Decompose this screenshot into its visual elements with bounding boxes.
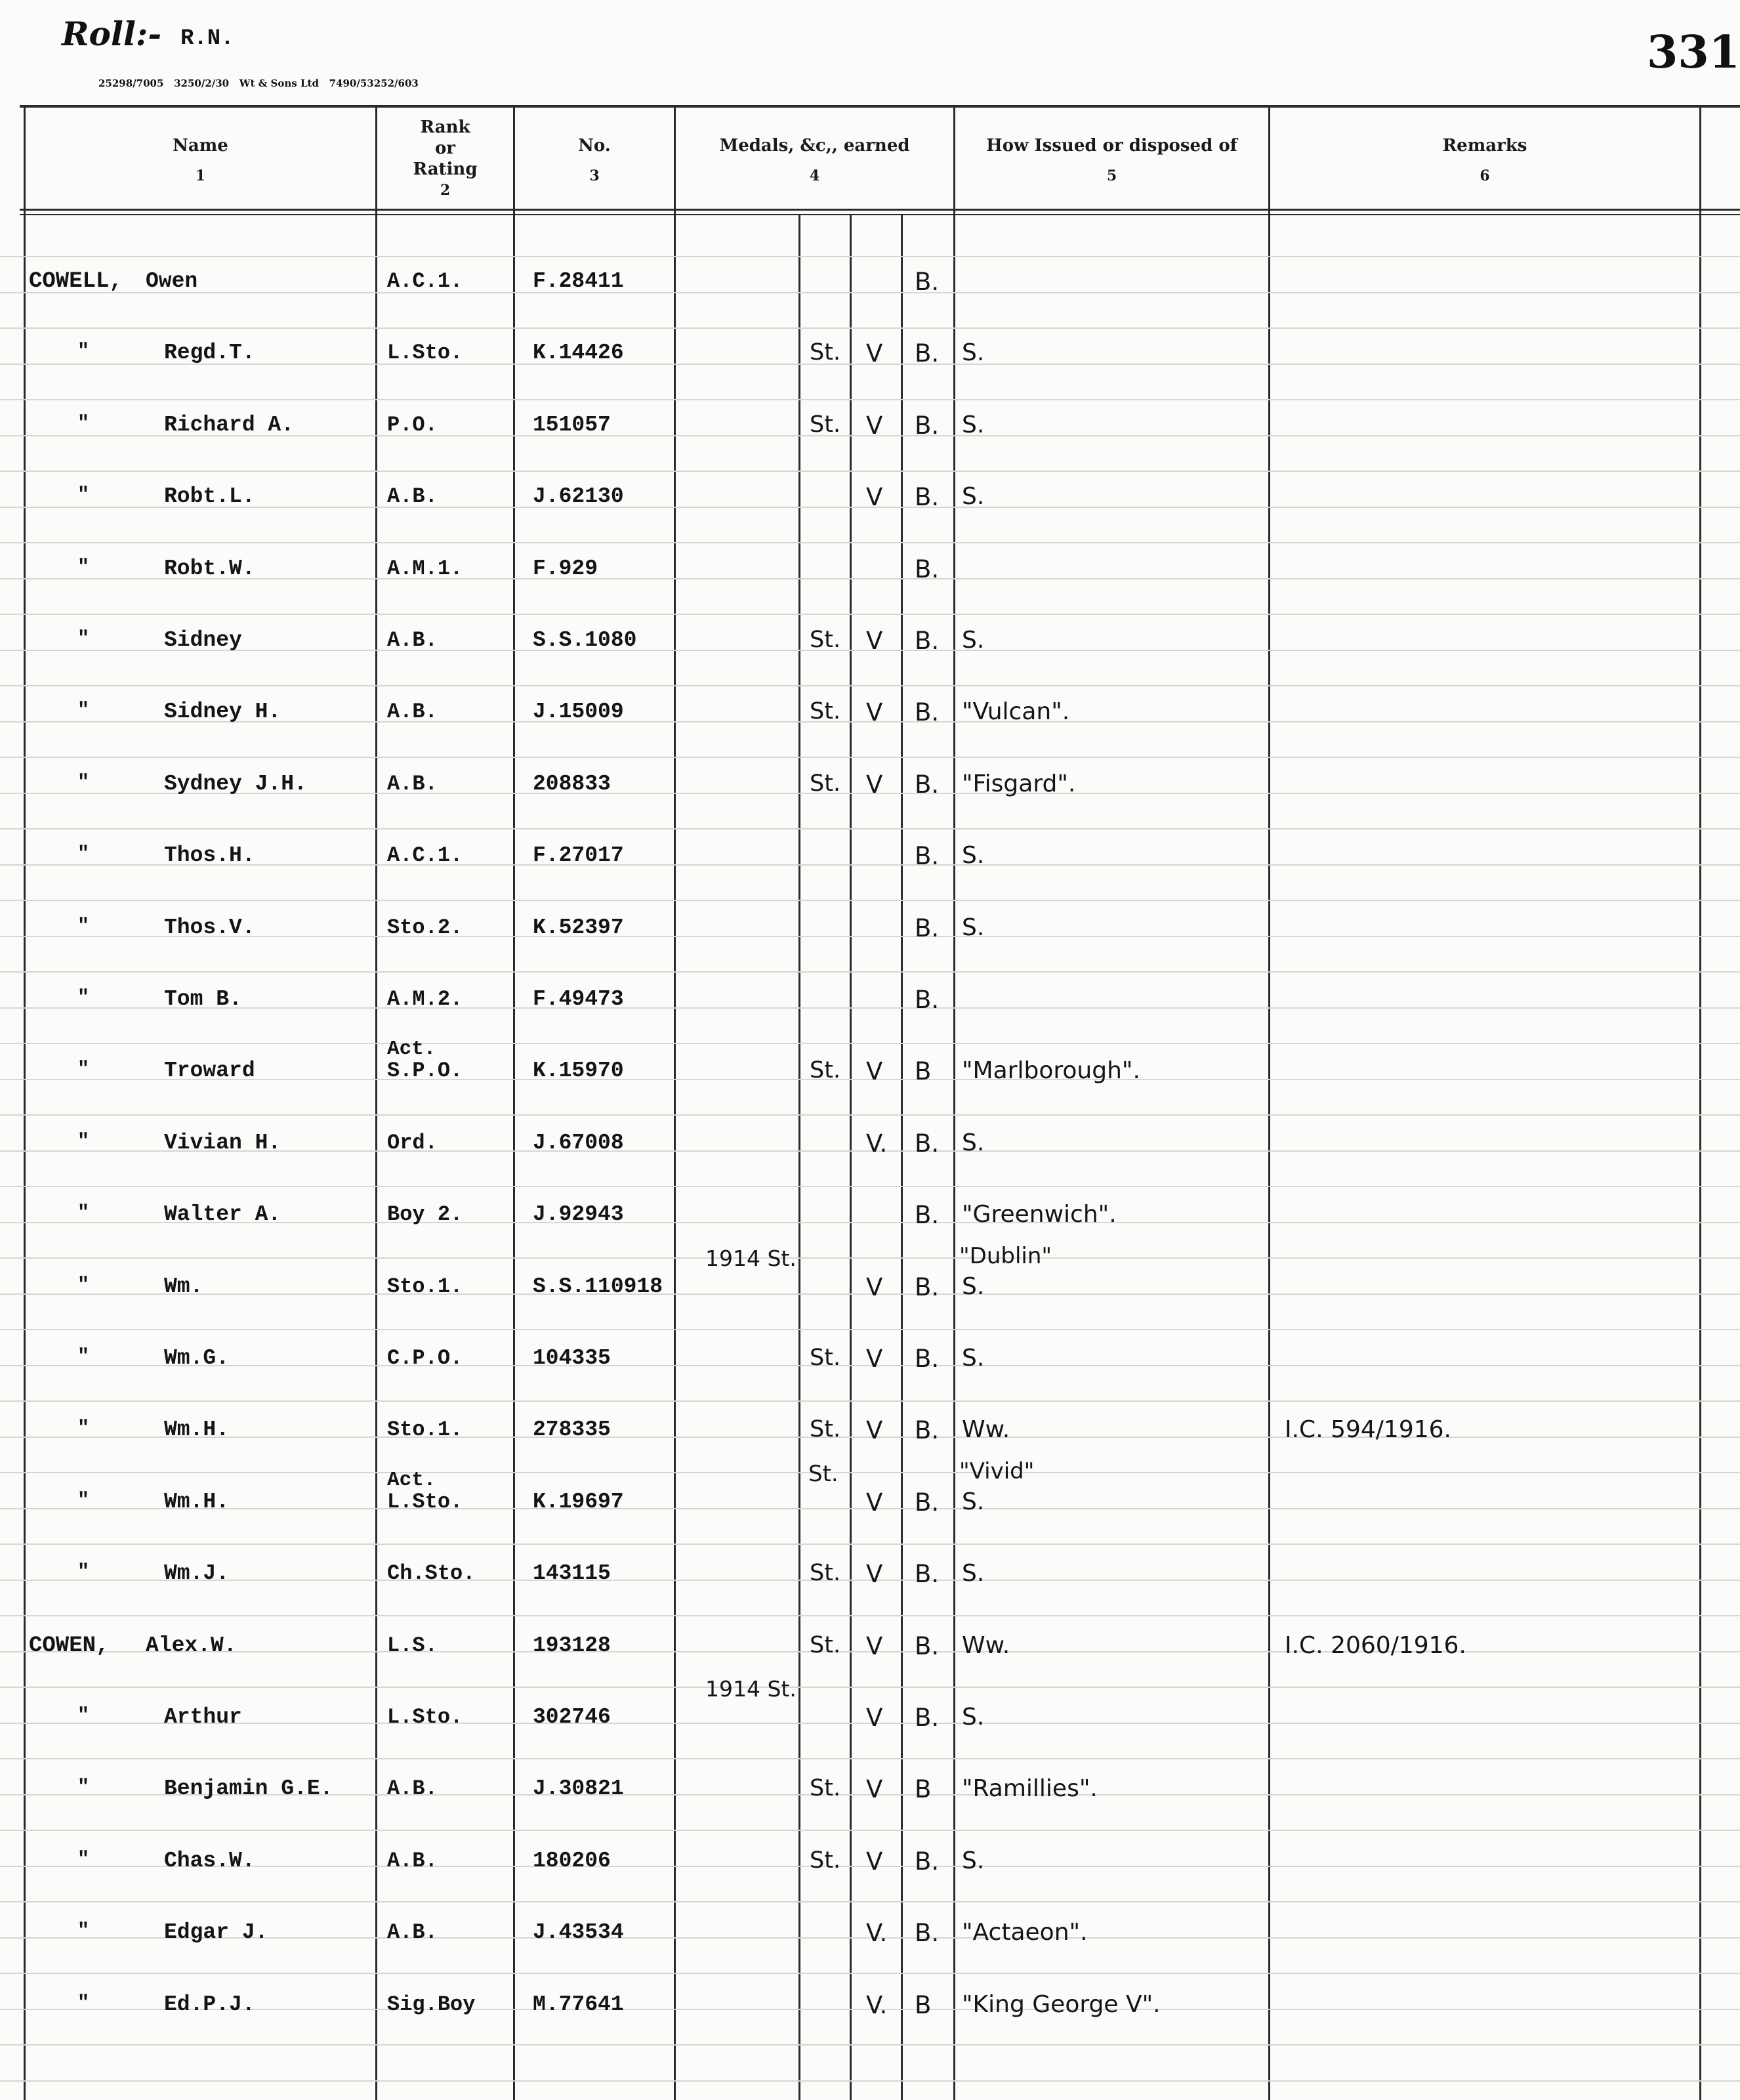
entry-issued: S. (962, 842, 985, 869)
entry-surname: " (77, 413, 90, 435)
col-header-issued: How Issued or disposed of 5 (986, 136, 1237, 184)
ruled-line (0, 1901, 1740, 1902)
column-divider (24, 106, 26, 2100)
entry-british-medal: B (915, 1991, 932, 2019)
entry-victory-medal: V (866, 1847, 883, 1876)
entry-british-medal: B. (915, 1560, 940, 1588)
entry-british-medal: B. (915, 1201, 940, 1229)
column-divider (953, 106, 955, 2100)
roll-value: R.N. (180, 26, 234, 51)
col-header-remarks: Remarks 6 (1442, 136, 1527, 184)
ruled-line (0, 327, 1740, 329)
ruled-line (0, 864, 1740, 866)
entry-issued: S. (962, 483, 985, 510)
entry-issued: S. (962, 914, 985, 941)
entry-rank: A.C.1. (387, 269, 463, 293)
entry-british-medal: B. (915, 1129, 940, 1158)
ruled-line (0, 1758, 1740, 1759)
entry-british-medal: B. (915, 1416, 940, 1444)
ruled-line (0, 1472, 1740, 1473)
col-header-medals: Medals, &c,, earned 4 (719, 136, 910, 184)
column-divider (513, 106, 515, 2100)
entry-british-medal: B. (915, 842, 940, 870)
entry-victory-medal: V (866, 411, 883, 440)
entry-remarks: I.C. 2060/1916. (1285, 1632, 1466, 1659)
entry-victory-medal: V (866, 1345, 883, 1373)
entry-british-medal: B. (915, 1847, 940, 1876)
ruled-line (0, 614, 1740, 615)
entry-issued: "King George V". (962, 1991, 1161, 2018)
entry-issued: "Marlborough". (962, 1057, 1140, 1084)
entry-issued-prefix: "Dublin" (959, 1243, 1052, 1269)
entry-number: K.52397 (533, 915, 624, 940)
entry-rank: A.M.2. (387, 987, 463, 1011)
entry-1914-star: 1914 St. (705, 1246, 797, 1271)
entry-given-name: Owen (146, 269, 198, 293)
entry-british-medal: B. (915, 483, 940, 511)
entry-surname: " (77, 1776, 90, 1799)
entry-remarks: I.C. 594/1916. (1285, 1416, 1451, 1443)
entry-victory-medal: V (866, 1775, 883, 1803)
ruled-line (0, 971, 1740, 973)
entry-given-name: Robt.L. (164, 484, 255, 509)
entry-british-medal: B. (915, 627, 940, 655)
entry-surname: " (77, 484, 90, 507)
entry-number: 193128 (533, 1633, 611, 1658)
entry-surname: " (77, 1202, 90, 1225)
entry-rank-prefix: Act. (387, 1038, 436, 1060)
ruled-line (0, 2080, 1740, 2082)
entry-victory-medal: V (866, 1560, 883, 1588)
entry-number: J.15009 (533, 700, 624, 724)
entry-given-name: Thos.H. (164, 843, 255, 868)
entry-surname: " (77, 987, 90, 1009)
entry-victory-medal: V (866, 1632, 883, 1660)
entry-given-name: Vivian H. (164, 1131, 281, 1155)
entry-british-medal: B. (915, 555, 940, 583)
entry-surname: " (77, 628, 90, 650)
ruled-line (0, 900, 1740, 901)
ruled-line (0, 828, 1740, 830)
entry-victory-medal: V (866, 1704, 883, 1732)
entry-star-medal: St. (808, 1461, 839, 1487)
entry-british-medal: B. (915, 1273, 940, 1301)
ruled-line (0, 936, 1740, 937)
entry-number: 208833 (533, 772, 611, 796)
entry-number: J.43534 (533, 1920, 624, 1944)
entry-given-name: Wm.H. (164, 1490, 230, 1514)
entry-victory-medal: V (866, 770, 883, 799)
entry-british-medal: B. (915, 268, 940, 296)
entry-issued: S. (962, 1488, 985, 1515)
entry-surname: COWEN, (29, 1633, 110, 1658)
entry-victory-medal: V (866, 1488, 883, 1517)
print-codes: 25298/7005 3250/2/30 Wt & Sons Ltd 7490/53252/603 (98, 77, 419, 89)
entry-number: K.19697 (533, 1490, 624, 1514)
entry-issued-prefix: "Vivid" (959, 1458, 1035, 1484)
entry-british-medal: B. (915, 1919, 940, 1947)
entry-surname: " (77, 1490, 90, 1512)
page-number: 331 (1647, 26, 1740, 79)
entry-issued: S. (962, 1847, 985, 1874)
entry-number: F.929 (533, 556, 598, 581)
entry-number: F.27017 (533, 843, 624, 868)
entry-victory-medal: V (866, 483, 883, 511)
entry-issued: S. (962, 1345, 985, 1372)
medal-subcolumn-divider (850, 214, 852, 2100)
entry-rank: Boy 2. (387, 1202, 463, 1227)
entry-rank: L.S. (387, 1633, 438, 1658)
col-header-name: Name 1 (173, 136, 228, 184)
entry-number: J.67008 (533, 1131, 624, 1155)
entry-surname: " (77, 1346, 90, 1368)
ruled-line (0, 1329, 1740, 1330)
ruled-line (0, 1186, 1740, 1187)
entry-rank: S.P.O. (387, 1059, 463, 1083)
entry-rank: P.O. (387, 413, 438, 437)
entry-british-medal: B. (915, 770, 940, 799)
entry-star-medal: St. (810, 1345, 841, 1371)
entry-given-name: Chas.W. (164, 1849, 255, 1873)
entry-british-medal: B (915, 1775, 932, 1803)
entry-british-medal: B. (915, 698, 940, 726)
entry-number: 151057 (533, 413, 611, 437)
entry-rank: A.B. (387, 700, 438, 724)
entry-rank: Sto.2. (387, 915, 463, 940)
entry-number: J.30821 (533, 1776, 624, 1801)
col-header-number: No. 3 (578, 136, 611, 184)
entry-victory-medal: V (866, 339, 883, 368)
entry-star-medal: St. (810, 1775, 841, 1801)
entry-surname: " (77, 1418, 90, 1440)
entry-issued: "Vulcan". (962, 698, 1070, 725)
ruled-line (0, 399, 1740, 400)
column-divider (674, 106, 676, 2100)
entry-surname: " (77, 1274, 90, 1297)
medal-subcolumn-divider (798, 214, 800, 2100)
entry-star-medal: St. (810, 1847, 841, 1874)
ruled-line (0, 542, 1740, 543)
entry-given-name: Sidney (164, 628, 242, 652)
ruled-line (0, 2044, 1740, 2046)
ruled-line (0, 1830, 1740, 1831)
entry-rank: A.B. (387, 484, 438, 509)
entry-number: K.15970 (533, 1059, 624, 1083)
entry-issued: S. (962, 339, 985, 366)
ruled-line (0, 292, 1740, 293)
entry-rank: Sto.1. (387, 1418, 463, 1442)
ruled-line (0, 471, 1740, 472)
medal-subcolumn-divider (901, 214, 903, 2100)
entry-number: M.77641 (533, 1992, 624, 2017)
entry-number: F.49473 (533, 987, 624, 1011)
entry-rank: Sig.Boy (387, 1992, 476, 2017)
ruled-line (0, 256, 1740, 257)
entry-surname: " (77, 556, 90, 579)
entry-star-medal: St. (810, 1416, 841, 1442)
entry-rank: A.M.1. (387, 556, 463, 581)
ruled-line (0, 685, 1740, 686)
entry-british-medal: B. (915, 914, 940, 942)
entry-given-name: Wm.H. (164, 1418, 230, 1442)
entry-surname: COWELL, (29, 269, 123, 294)
entry-victory-medal: V (866, 1273, 883, 1301)
entry-given-name: Wm.J. (164, 1561, 230, 1586)
entry-surname: " (77, 1992, 90, 2015)
entry-surname: " (77, 341, 90, 363)
entry-rank: Sto.1. (387, 1274, 463, 1299)
entry-issued: "Fisgard". (962, 770, 1076, 797)
entry-rank: Ord. (387, 1131, 438, 1155)
entry-number: K.14426 (533, 341, 624, 365)
entry-given-name: Arthur (164, 1705, 242, 1729)
entry-star-medal: St. (810, 627, 841, 653)
entry-victory-medal: V. (866, 1991, 888, 2019)
entry-british-medal: B. (915, 986, 940, 1014)
header-bottom-rule (20, 209, 1740, 211)
entry-number: J.62130 (533, 484, 624, 509)
ruled-line (0, 1007, 1740, 1009)
entry-given-name: Alex.W. (146, 1633, 237, 1658)
ruled-line (0, 1544, 1740, 1545)
entry-number: S.S.110918 (533, 1274, 663, 1299)
entry-rank: A.B. (387, 1776, 438, 1801)
ruled-line (0, 1043, 1740, 1044)
entry-star-medal: St. (810, 411, 841, 438)
header-bottom-rule-2 (20, 214, 1740, 215)
entry-given-name: Robt.W. (164, 556, 255, 581)
entry-victory-medal: V. (866, 1129, 888, 1158)
entry-number: 143115 (533, 1561, 611, 1586)
entry-victory-medal: V. (866, 1919, 888, 1947)
column-divider (1699, 106, 1701, 2100)
entry-number: S.S.1080 (533, 628, 637, 652)
entry-british-medal: B. (915, 1704, 940, 1732)
entry-star-medal: St. (810, 1632, 841, 1658)
entry-number: 278335 (533, 1418, 611, 1442)
entry-number: 180206 (533, 1849, 611, 1873)
entry-given-name: Walter A. (164, 1202, 281, 1227)
entry-number: F.28411 (533, 269, 624, 293)
entry-issued: "Actaeon". (962, 1919, 1088, 1946)
entry-rank: L.Sto. (387, 1705, 463, 1729)
entry-victory-medal: V (866, 1057, 883, 1085)
entry-issued: S. (962, 411, 985, 438)
table-top-rule (20, 105, 1740, 108)
entry-british-medal: B. (915, 1345, 940, 1373)
ruled-line (0, 1400, 1740, 1402)
entry-given-name: Thos.V. (164, 915, 255, 940)
entry-surname: " (77, 1131, 90, 1153)
ruled-line (0, 578, 1740, 579)
entry-given-name: Edgar J. (164, 1920, 268, 1944)
entry-number: J.92943 (533, 1202, 624, 1227)
entry-rank: A.B. (387, 772, 438, 796)
column-divider (375, 106, 377, 2100)
entry-given-name: Ed.P.J. (164, 1992, 255, 2017)
entry-issued: S. (962, 627, 985, 654)
entry-issued: S. (962, 1560, 985, 1587)
ruled-line (0, 1687, 1740, 1688)
entry-victory-medal: V (866, 627, 883, 655)
entry-issued: S. (962, 1273, 985, 1300)
entry-rank: L.Sto. (387, 1490, 463, 1514)
entry-surname: " (77, 1705, 90, 1727)
entry-star-medal: St. (810, 770, 841, 797)
entry-issued: S. (962, 1129, 985, 1156)
entry-british-medal: B (915, 1057, 932, 1085)
entry-rank: L.Sto. (387, 341, 463, 365)
entry-issued: "Greenwich". (962, 1201, 1117, 1228)
ruled-line (0, 1257, 1740, 1259)
entry-surname: " (77, 700, 90, 722)
entry-british-medal: B. (915, 411, 940, 440)
col-header-rank: Rank or Rating 2 (413, 117, 478, 199)
entry-rank: A.B. (387, 1920, 438, 1944)
entry-rank: A.B. (387, 628, 438, 652)
entry-surname: " (77, 843, 90, 866)
entry-surname: " (77, 1849, 90, 1871)
entry-issued: S. (962, 1704, 985, 1731)
ruled-line (0, 757, 1740, 758)
entry-given-name: Tom B. (164, 987, 242, 1011)
entry-british-medal: B. (915, 1488, 940, 1517)
entry-given-name: Benjamin G.E. (164, 1776, 333, 1801)
entry-surname: " (77, 772, 90, 794)
entry-rank-prefix: Act. (387, 1469, 436, 1492)
entry-given-name: Sidney H. (164, 700, 281, 724)
entry-given-name: Regd.T. (164, 341, 255, 365)
ruled-line (0, 1114, 1740, 1116)
entry-star-medal: St. (810, 339, 841, 366)
entry-issued: Ww. (962, 1416, 1010, 1443)
roll-label: Roll:- (62, 14, 162, 53)
entry-rank: C.P.O. (387, 1346, 463, 1370)
entry-given-name: Wm. (164, 1274, 203, 1299)
entry-given-name: Wm.G. (164, 1346, 230, 1370)
entry-number: 104335 (533, 1346, 611, 1370)
entry-given-name: Richard A. (164, 413, 295, 437)
entry-star-medal: St. (810, 1560, 841, 1586)
entry-rank: A.C.1. (387, 843, 463, 868)
entry-victory-medal: V (866, 698, 883, 726)
entry-british-medal: B. (915, 1632, 940, 1660)
entry-given-name: Troward (164, 1059, 255, 1083)
entry-star-medal: St. (810, 1057, 841, 1083)
ruled-line (0, 1615, 1740, 1616)
entry-given-name: Sydney J.H. (164, 772, 307, 796)
entry-star-medal: St. (810, 698, 841, 724)
entry-british-medal: B. (915, 339, 940, 368)
entry-surname: " (77, 1920, 90, 1942)
entry-rank: A.B. (387, 1849, 438, 1873)
entry-issued: Ww. (962, 1632, 1010, 1659)
entry-surname: " (77, 1561, 90, 1584)
entry-victory-medal: V (866, 1416, 883, 1444)
entry-rank: Ch.Sto. (387, 1561, 476, 1586)
entry-1914-star: 1914 St. (705, 1676, 797, 1702)
column-divider (1268, 106, 1270, 2100)
entry-issued: "Ramillies". (962, 1775, 1098, 1802)
ruled-line (0, 1973, 1740, 1974)
entry-surname: " (77, 915, 90, 938)
entry-number: 302746 (533, 1705, 611, 1729)
entry-surname: " (77, 1059, 90, 1081)
